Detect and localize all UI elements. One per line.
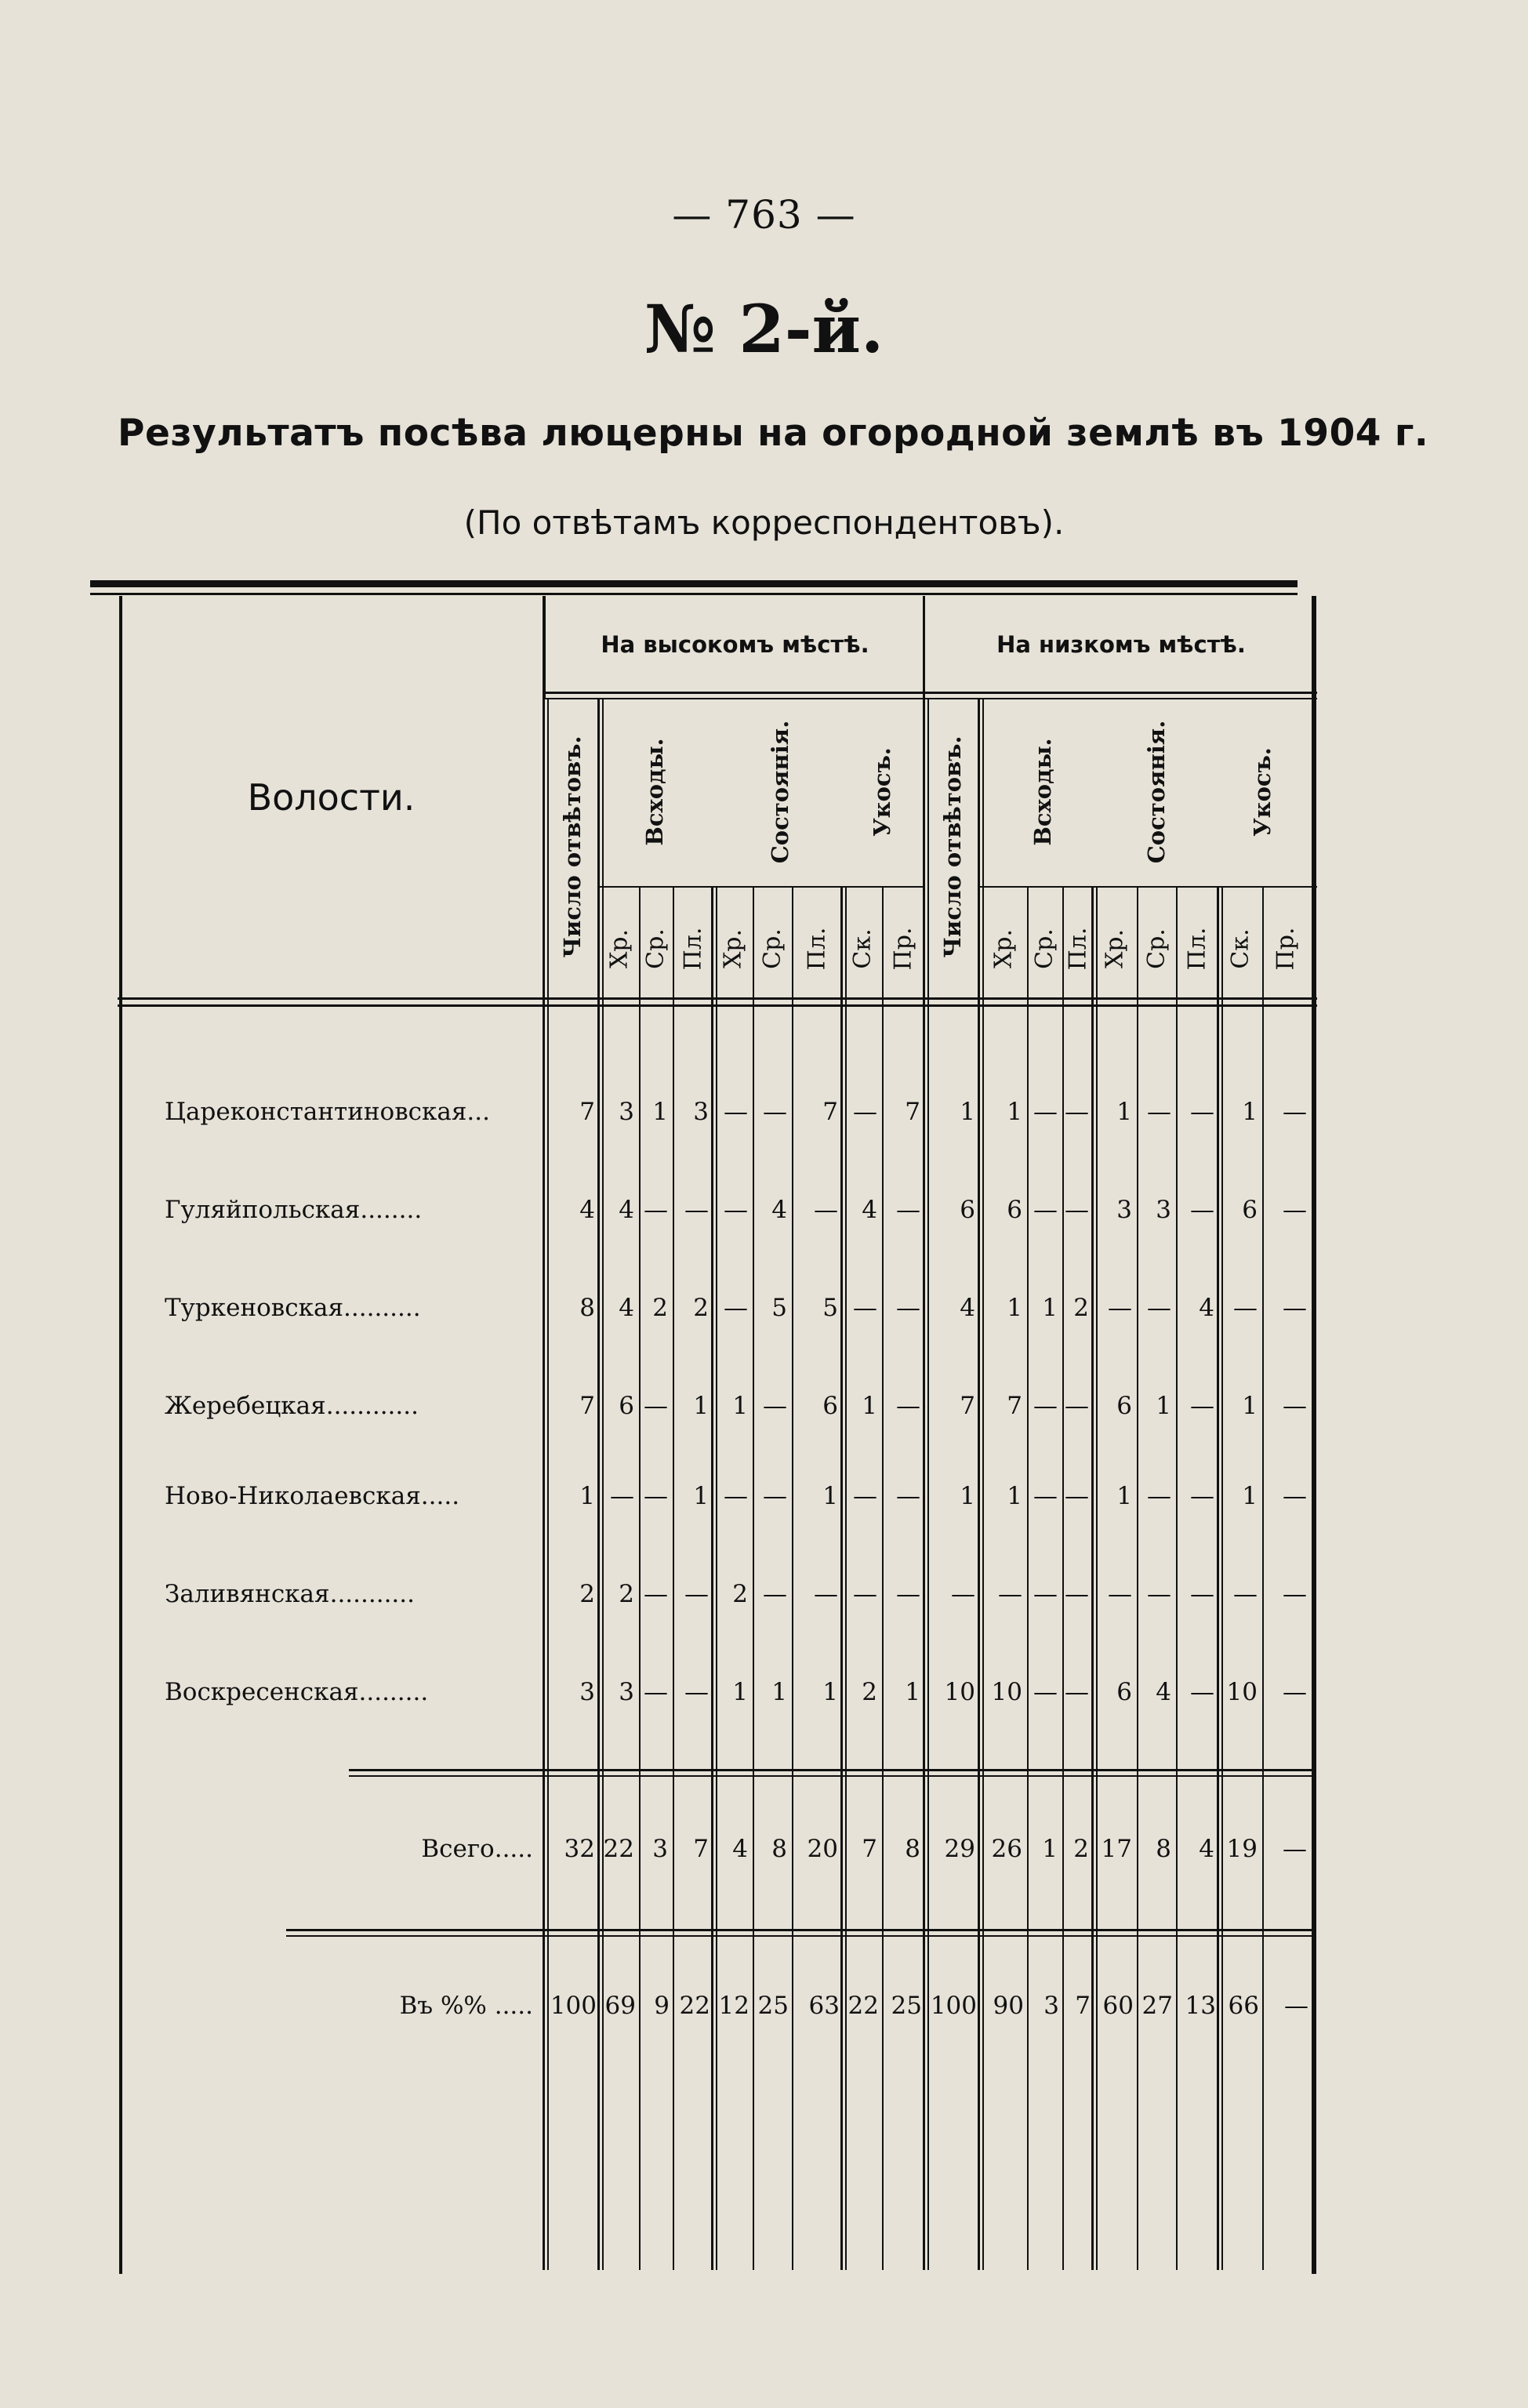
table-cell: — (1190, 1098, 1214, 1126)
group-underline (545, 692, 1317, 694)
column-rule (923, 698, 925, 2270)
percent-row-name: Въ %% ..... (399, 1992, 533, 2020)
table-cell: — (1033, 1678, 1058, 1706)
table-cell: — (998, 1580, 1022, 1608)
percent-cell: 100 (550, 1992, 597, 2020)
table-cell: — (763, 1580, 787, 1608)
table-cell: 1 (1156, 1392, 1171, 1420)
vskhody-header-high: Всходы. (641, 738, 668, 846)
percent-cell: 27 (1141, 1992, 1173, 2020)
table-top-rule (90, 580, 1298, 587)
table-top-rule-2 (90, 593, 1298, 595)
table-cell: 5 (822, 1294, 838, 1322)
table-cell: — (1147, 1294, 1171, 1322)
table-left-border (119, 596, 122, 2274)
table-cell: — (1147, 1482, 1171, 1510)
column-rule (639, 886, 641, 2270)
sub-label-pr: Пр. (889, 927, 917, 971)
column-rule (547, 698, 549, 2270)
table-cell: — (1190, 1196, 1214, 1224)
total-cell: 19 (1226, 1835, 1258, 1863)
total-cell: 4 (1199, 1835, 1214, 1863)
sub-label-sr: Ср. (1030, 928, 1058, 969)
percent-cell: 25 (757, 1992, 789, 2020)
percent-cell: 3 (1043, 1992, 1059, 2020)
table-cell: 10 (944, 1678, 975, 1706)
table-cell: 4 (1156, 1678, 1171, 1706)
table-cell: — (896, 1196, 920, 1224)
total-cell: — (1283, 1835, 1307, 1863)
table-cell: 1 (822, 1482, 838, 1510)
total-cell: 8 (771, 1835, 787, 1863)
count-header-high: Число отвѣтовъ. (559, 735, 586, 958)
percent-cell: 7 (1075, 1992, 1091, 2020)
table-cell: 4 (619, 1196, 634, 1224)
column-rule (673, 886, 674, 2270)
sub-label-khr: Хр. (719, 928, 747, 969)
table-cell: 1 (905, 1678, 920, 1706)
table-cell: — (896, 1580, 920, 1608)
column-rule (1027, 886, 1029, 2270)
table-cell: 1 (693, 1392, 709, 1420)
table-cell: — (763, 1392, 787, 1420)
sub-label-sr: Ср. (1142, 928, 1170, 969)
table-cell: 2 (652, 1294, 668, 1322)
table-cell: 4 (1199, 1294, 1214, 1322)
group-underline-2 (545, 698, 1317, 699)
sub-label-pl: Пл. (1064, 927, 1092, 971)
column-rule (845, 886, 847, 2270)
volosti-header: Волости. (247, 776, 416, 819)
document-number: № 2-й. (644, 290, 884, 368)
table-cell: — (1065, 1098, 1089, 1126)
table-cell: 1 (1116, 1098, 1132, 1126)
total-cell: 7 (693, 1835, 709, 1863)
percent-cell: 60 (1102, 1992, 1134, 2020)
table-cell: 6 (960, 1196, 975, 1224)
percent-cell: 22 (847, 1992, 879, 2020)
table-cell: 1 (732, 1678, 748, 1706)
table-cell: 1 (1242, 1392, 1258, 1420)
subgroup-underline-left (600, 886, 925, 888)
sub-label-pl: Пл. (1183, 927, 1211, 971)
total-rule (349, 1769, 1313, 1771)
row-name: Заливянская........... (165, 1580, 415, 1608)
table-cell: — (644, 1678, 668, 1706)
table-cell: — (1108, 1580, 1132, 1608)
table-cell: — (1147, 1580, 1171, 1608)
sub-label-sr: Ср. (758, 928, 786, 969)
table-cell: 1 (1007, 1098, 1022, 1126)
total-cell: 4 (732, 1835, 748, 1863)
total-cell: 22 (603, 1835, 634, 1863)
total-cell: 1 (1042, 1835, 1058, 1863)
table-cell: 4 (579, 1196, 595, 1224)
column-rule (1137, 886, 1138, 2270)
table-cell: 1 (822, 1678, 838, 1706)
table-cell: — (1065, 1196, 1089, 1224)
table-cell: 7 (960, 1392, 975, 1420)
row-name: Воскресенская......... (165, 1678, 429, 1706)
table-cell: — (1065, 1678, 1089, 1706)
column-rule (840, 886, 843, 2270)
table-cell: — (684, 1196, 709, 1224)
vskhody-header-low: Всходы. (1029, 738, 1056, 846)
table-cell: 6 (1007, 1196, 1022, 1224)
total-cell: 26 (991, 1835, 1022, 1863)
percent-cell: — (1284, 1992, 1308, 2020)
table-cell: — (1283, 1294, 1307, 1322)
table-cell: 6 (822, 1392, 838, 1420)
row-name: Цареконстантиновская... (165, 1098, 490, 1126)
table-cell: 4 (960, 1294, 975, 1322)
table-cell: 1 (960, 1482, 975, 1510)
subgroup-underline-right (980, 886, 1317, 888)
sub-label-pl: Пл. (679, 927, 707, 971)
table-cell: 4 (619, 1294, 634, 1322)
table-cell: — (724, 1098, 748, 1126)
table-cell: 7 (905, 1098, 920, 1126)
table-cell: — (610, 1482, 634, 1510)
table-cell: — (814, 1580, 838, 1608)
table-cell: — (1033, 1392, 1058, 1420)
table-cell: — (896, 1294, 920, 1322)
table-cell: 1 (862, 1392, 877, 1420)
table-cell: — (1190, 1482, 1214, 1510)
table-cell: — (1065, 1392, 1089, 1420)
document-subtitle: (По отвѣтамъ корреспондентовъ). (463, 503, 1065, 542)
percent-cell: 12 (718, 1992, 749, 2020)
column-rule (1176, 886, 1178, 2270)
table-cell: — (1283, 1098, 1307, 1126)
document-title: Результатъ посѣва люцерны на огородной землѣ въ 1904 г. (118, 412, 1429, 455)
column-rule (716, 886, 717, 2270)
column-rule (711, 886, 713, 2270)
table-cell: — (1033, 1098, 1058, 1126)
table-cell: — (1283, 1482, 1307, 1510)
percent-cell: 90 (993, 1992, 1024, 2020)
table-cell: — (724, 1196, 748, 1224)
table-cell: 4 (771, 1196, 787, 1224)
percent-cell: 22 (679, 1992, 710, 2020)
sub-label-sk: Ск. (1226, 928, 1254, 969)
table-cell: — (853, 1098, 877, 1126)
table-cell: 1 (579, 1482, 595, 1510)
table-cell: — (1065, 1482, 1089, 1510)
column-rule (1062, 886, 1064, 2270)
table-cell: — (951, 1580, 975, 1608)
sostoyanie-header-low: Состоянія. (1143, 720, 1170, 864)
row-name: Туркеновская.......... (165, 1294, 421, 1322)
table-cell: 4 (862, 1196, 877, 1224)
table-cell: 7 (822, 1098, 838, 1126)
table-cell: 2 (693, 1294, 709, 1322)
column-rule (1221, 886, 1223, 2270)
table-cell: — (1065, 1580, 1089, 1608)
total-cell: 3 (652, 1835, 668, 1863)
table-cell: 3 (579, 1678, 595, 1706)
total-rule-2 (349, 1775, 1313, 1777)
table-cell: 3 (619, 1678, 634, 1706)
sub-label-khr: Хр. (605, 928, 633, 969)
table-cell: — (1233, 1580, 1258, 1608)
column-rule (1217, 886, 1219, 2270)
column-rule (602, 698, 604, 2270)
total-row-name: Всего..... (421, 1835, 533, 1863)
column-rule (1091, 886, 1094, 2270)
table-right-border (1312, 596, 1316, 2274)
total-cell: 8 (1156, 1835, 1171, 1863)
table-cell: — (684, 1678, 709, 1706)
volosti-rule (543, 596, 546, 698)
column-rule (882, 886, 884, 2270)
column-rule (1262, 886, 1264, 2270)
sub-label-pr: Пр. (1272, 927, 1300, 971)
table-cell: 3 (1116, 1196, 1132, 1224)
table-cell: 1 (1007, 1294, 1022, 1322)
table-cell: 6 (1242, 1196, 1258, 1224)
table-cell: 7 (1007, 1392, 1022, 1420)
table-cell: — (1283, 1196, 1307, 1224)
percent-cell: 100 (930, 1992, 977, 2020)
table-cell: 1 (1242, 1482, 1258, 1510)
table-cell: 3 (1156, 1196, 1171, 1224)
percent-rule (286, 1929, 1313, 1931)
row-name: Ново-Николаевская..... (165, 1482, 460, 1510)
table-cell: 1 (732, 1392, 748, 1420)
table-cell: 8 (579, 1294, 595, 1322)
table-cell: 2 (619, 1580, 634, 1608)
table-cell: 3 (693, 1098, 709, 1126)
percent-cell: 13 (1185, 1992, 1216, 2020)
total-cell: 8 (905, 1835, 920, 1863)
table-cell: 7 (579, 1098, 595, 1126)
table-cell: 1 (960, 1098, 975, 1126)
row-name: Гуляйпольская........ (165, 1196, 423, 1224)
total-cell: 17 (1101, 1835, 1132, 1863)
total-cell: 32 (564, 1835, 595, 1863)
table-cell: — (1033, 1196, 1058, 1224)
table-cell: 2 (732, 1580, 748, 1608)
table-cell: — (763, 1098, 787, 1126)
table-cell: 2 (862, 1678, 877, 1706)
percent-cell: 69 (604, 1992, 636, 2020)
table-cell: — (853, 1580, 877, 1608)
table-cell: — (763, 1482, 787, 1510)
page-number: — 763 — (672, 192, 856, 238)
table-cell: — (1108, 1294, 1132, 1322)
total-cell: 20 (807, 1835, 838, 1863)
total-cell: 29 (944, 1835, 975, 1863)
percent-cell: 9 (654, 1992, 670, 2020)
group-low-header: На низкомъ мѣстѣ. (996, 631, 1246, 658)
table-cell: — (1190, 1580, 1214, 1608)
column-rule (927, 698, 929, 2270)
table-cell: 2 (1073, 1294, 1089, 1322)
sub-label-sr: Ср. (641, 928, 670, 969)
table-cell: — (724, 1482, 748, 1510)
total-cell: 7 (862, 1835, 877, 1863)
count-header-low: Число отвѣтовъ. (939, 735, 966, 958)
sostoyanie-header-high: Состоянія. (767, 720, 793, 864)
sub-label-sk: Ск. (848, 928, 877, 969)
percent-rule-2 (286, 1935, 1313, 1937)
table-cell: — (1283, 1678, 1307, 1706)
table-cell: — (1190, 1678, 1214, 1706)
ukos-header-low: Укосъ. (1249, 747, 1276, 837)
table-cell: 1 (1242, 1098, 1258, 1126)
total-cell: 2 (1073, 1835, 1089, 1863)
sub-label-khr: Хр. (1101, 928, 1129, 969)
table-cell: — (644, 1580, 668, 1608)
group-high-header: На высокомъ мѣстѣ. (601, 631, 869, 658)
column-rule (1096, 886, 1098, 2270)
table-cell: — (1283, 1392, 1307, 1420)
table-cell: — (1190, 1392, 1214, 1420)
table-cell: — (1233, 1294, 1258, 1322)
table-cell: 6 (1116, 1678, 1132, 1706)
row-name: Жеребецкая............ (165, 1392, 419, 1420)
ukos-header-high: Укосъ. (869, 747, 895, 837)
column-rule (543, 698, 545, 2270)
table-cell: — (1147, 1098, 1171, 1126)
percent-cell: 66 (1228, 1992, 1259, 2020)
table-cell: — (896, 1482, 920, 1510)
column-rule (597, 698, 600, 2270)
column-rule (982, 698, 984, 2270)
column-rule (792, 886, 793, 2270)
table-cell: 1 (1042, 1294, 1058, 1322)
table-cell: — (853, 1482, 877, 1510)
table-cell: 3 (619, 1098, 634, 1126)
sub-label-pl: Пл. (803, 927, 831, 971)
table-cell: 7 (579, 1392, 595, 1420)
table-cell: 1 (693, 1482, 709, 1510)
table-cell: — (1033, 1482, 1058, 1510)
table-cell: — (644, 1392, 668, 1420)
column-rule (978, 698, 980, 2270)
table-cell: — (1283, 1580, 1307, 1608)
column-rule (753, 886, 754, 2270)
table-cell: 5 (771, 1294, 787, 1322)
table-cell: 10 (1226, 1678, 1258, 1706)
table-cell: — (1033, 1580, 1058, 1608)
table-cell: 2 (579, 1580, 595, 1608)
table-cell: 1 (771, 1678, 787, 1706)
table-cell: 6 (1116, 1392, 1132, 1420)
table-cell: — (644, 1196, 668, 1224)
table-cell: 1 (1007, 1482, 1022, 1510)
table-cell: 10 (991, 1678, 1022, 1706)
table-cell: 1 (652, 1098, 668, 1126)
table-cell: — (684, 1580, 709, 1608)
table-cell: 6 (619, 1392, 634, 1420)
table-cell: — (853, 1294, 877, 1322)
table-cell: — (644, 1482, 668, 1510)
table-cell: — (724, 1294, 748, 1322)
percent-cell: 25 (891, 1992, 922, 2020)
table-cell: — (896, 1392, 920, 1420)
percent-cell: 63 (808, 1992, 840, 2020)
table-cell: 1 (1116, 1482, 1132, 1510)
table-cell: — (814, 1196, 838, 1224)
group-split-rule (923, 596, 925, 698)
sub-label-khr: Хр. (989, 928, 1018, 969)
